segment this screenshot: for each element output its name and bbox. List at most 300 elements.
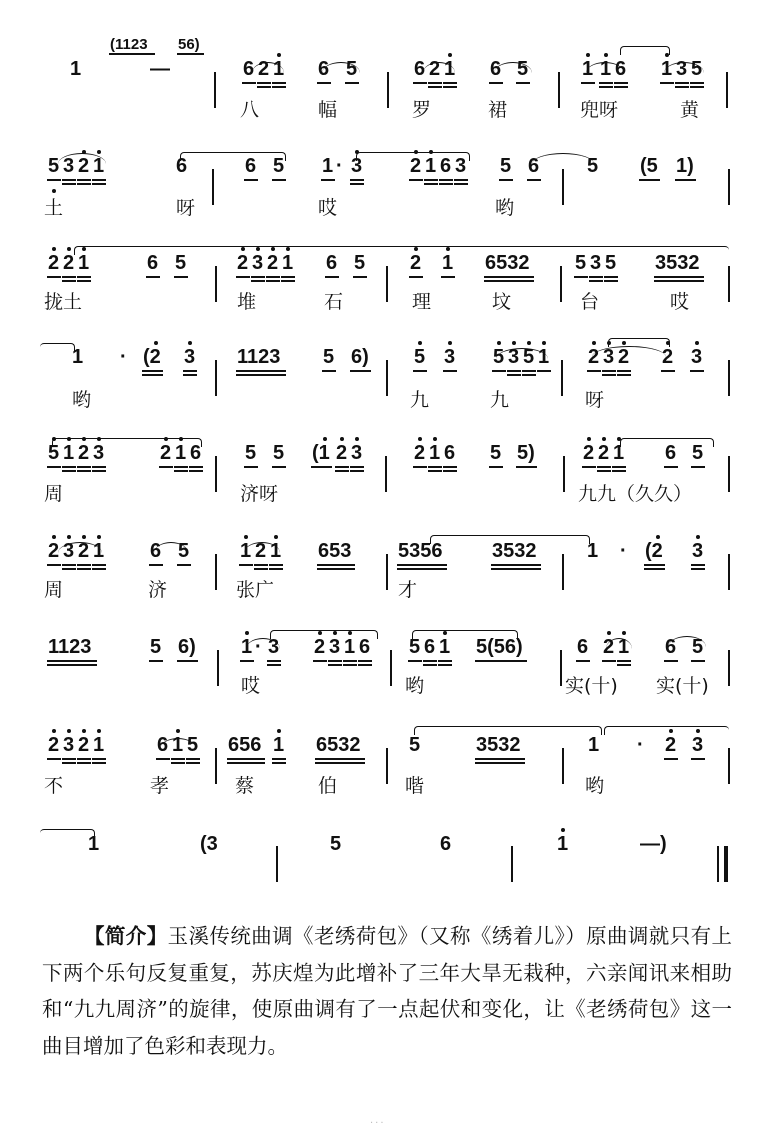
note-underline (62, 564, 76, 566)
note: 6 (440, 833, 452, 855)
note: 5 (323, 346, 335, 368)
note-underline (617, 660, 631, 662)
note-underline (424, 179, 438, 181)
note: — (150, 58, 170, 80)
note-underline (582, 466, 596, 468)
note-underline (174, 466, 188, 468)
lyric: 呀 (585, 389, 605, 411)
note-underline (328, 660, 342, 662)
note-underline (272, 82, 286, 84)
note: 5(56) (476, 636, 523, 658)
lyric: 呀 (176, 197, 196, 219)
note: 5 (605, 252, 617, 274)
note-underline (335, 470, 349, 472)
note-underline (443, 82, 457, 84)
note-underline (92, 568, 106, 570)
note-underline (358, 664, 372, 666)
note-underline (489, 466, 503, 468)
note-underline (47, 466, 61, 468)
barline (387, 72, 389, 108)
lyric: 哎 (318, 197, 338, 219)
note-underline (690, 82, 704, 84)
note-underline (325, 276, 339, 278)
note: 6 (150, 540, 162, 562)
note: 2 (410, 155, 422, 177)
note-underline (171, 762, 185, 764)
high-octave-dot (497, 341, 501, 345)
note-underline (527, 179, 541, 181)
note-underline (413, 466, 427, 468)
note-underline (587, 370, 601, 372)
barline (724, 846, 728, 882)
phrase-tie (74, 246, 729, 255)
note: 1 (88, 833, 100, 855)
barline (560, 650, 562, 686)
note: 3532 (655, 252, 700, 274)
note-underline (516, 82, 530, 84)
note: 6) (178, 636, 196, 658)
note: 5 (691, 58, 703, 80)
note-underline (92, 183, 106, 185)
note-underline (489, 82, 503, 84)
note-underline (62, 280, 76, 282)
note: (5 (640, 155, 658, 177)
note-underline (267, 664, 281, 666)
note-underline (62, 470, 76, 472)
barline (728, 748, 730, 784)
note: 1 (442, 252, 454, 274)
note: 5 (175, 252, 187, 274)
note-underline (491, 568, 541, 570)
note: 1 (78, 252, 90, 274)
phrase-tie (620, 46, 670, 55)
high-octave-dot (448, 53, 452, 57)
note: 6 (190, 442, 202, 464)
note-underline (691, 758, 705, 760)
note-underline (576, 660, 590, 662)
note: 2 (48, 252, 60, 274)
note-underline (109, 53, 155, 55)
barline (561, 360, 563, 396)
note: 2 (48, 540, 60, 562)
barline (217, 650, 219, 686)
note: 5 (409, 636, 421, 658)
note-underline (604, 280, 618, 282)
note: —) (640, 833, 667, 855)
note: 2 (255, 540, 267, 562)
note: 5) (517, 442, 535, 464)
note: 653 (318, 540, 352, 562)
note: 2 (314, 636, 326, 658)
note: · (620, 540, 627, 562)
note: 5 (493, 346, 505, 368)
high-octave-dot (592, 341, 596, 345)
lyric: 哎 (241, 675, 261, 697)
high-octave-dot (340, 437, 344, 441)
lyric: 罗 (412, 99, 432, 121)
note-underline (227, 758, 265, 760)
note: 3 (184, 346, 196, 368)
note: 1 (322, 155, 334, 177)
note-underline (617, 370, 631, 372)
lyric: 哟 (585, 775, 605, 797)
barline (385, 456, 387, 492)
high-octave-dot (622, 631, 626, 635)
high-octave-dot (52, 729, 56, 733)
note-underline (428, 86, 442, 88)
lyric: 台 (580, 291, 600, 313)
note-underline (315, 762, 365, 764)
note-underline (174, 470, 188, 472)
lyric: 济 (148, 579, 168, 601)
note: 3532 (492, 540, 537, 562)
note-underline (189, 466, 203, 468)
note-underline (251, 276, 265, 278)
note-underline (47, 276, 61, 278)
page-ornament: ··· (370, 1118, 386, 1129)
note: 1 (613, 442, 625, 464)
phrase-tie (620, 438, 714, 447)
note-underline (47, 179, 61, 181)
lyric: 蔡 (235, 775, 255, 797)
note: 1 (93, 734, 105, 756)
high-octave-dot (656, 535, 660, 539)
note: 5 (409, 734, 421, 756)
note-underline (443, 470, 457, 472)
note: 5 (354, 252, 366, 274)
barline (562, 554, 564, 590)
note: 1 (63, 442, 75, 464)
high-octave-dot (82, 729, 86, 733)
high-octave-dot (97, 535, 101, 539)
note: 1 (429, 442, 441, 464)
phrase-tie (430, 535, 590, 544)
note: 1 (282, 252, 294, 274)
note-underline (254, 564, 268, 566)
note-underline (639, 179, 660, 181)
barline (214, 72, 216, 108)
slur-arc (532, 153, 594, 164)
note: 5 (48, 155, 60, 177)
note-underline (62, 276, 76, 278)
note-underline (409, 179, 423, 181)
note-underline (186, 762, 200, 764)
note-underline (77, 758, 91, 760)
barline (560, 266, 562, 302)
phrase-tie (604, 726, 729, 735)
note-underline (581, 82, 595, 84)
lyric: 周 (44, 483, 64, 505)
barline (728, 456, 730, 492)
note: 2 (258, 58, 270, 80)
note: 6 (326, 252, 338, 274)
note: 3 (444, 346, 456, 368)
note: 6532 (485, 252, 530, 274)
note: 2 (583, 442, 595, 464)
note-underline (236, 374, 286, 376)
note-underline (602, 370, 616, 372)
note-underline (244, 179, 258, 181)
note: 1 (538, 346, 550, 368)
note: 3 (252, 252, 264, 274)
note-underline (654, 276, 704, 278)
note-underline (597, 466, 611, 468)
lyric: 黄 (680, 99, 700, 121)
high-octave-dot (607, 631, 611, 635)
note-underline (183, 374, 197, 376)
note-underline (272, 758, 286, 760)
lyric: 幅 (318, 99, 338, 121)
note: 5356 (398, 540, 443, 562)
note: 3 (676, 58, 688, 80)
barline (728, 169, 730, 205)
note-underline (281, 280, 295, 282)
barline (717, 846, 719, 882)
note: 5 (692, 636, 704, 658)
note-underline (92, 470, 106, 472)
note-underline (499, 179, 513, 181)
note-underline (149, 660, 163, 662)
note-underline (424, 183, 438, 185)
note: 2 (267, 252, 279, 274)
high-octave-dot (67, 535, 71, 539)
note: · (255, 636, 262, 658)
note-underline (159, 466, 173, 468)
note-underline (186, 758, 200, 760)
note-underline (311, 466, 332, 468)
high-octave-dot (448, 341, 452, 345)
note-underline (77, 564, 91, 566)
note-underline (92, 758, 106, 760)
note: 1 (444, 58, 456, 80)
note-underline (350, 370, 371, 372)
note: 2 (588, 346, 600, 368)
lyric: 土 (44, 197, 64, 219)
note-underline (47, 564, 61, 566)
note-underline (317, 568, 355, 570)
introduction-text: 玉溪传统曲调《老绣荷包》（又称《绣着儿》）原曲调就只有上下两个乐句反复重复，苏庆煌为此增补了三年大旱无栽种，六亲闻讯来相助和“九九周济”的旋律，使原曲调有了一点起伏和变化，让《老绣荷包》这一曲目增加了色彩和表现力。 (42, 924, 733, 1058)
note-underline (691, 660, 705, 662)
note-underline (602, 374, 616, 376)
note-underline (62, 179, 76, 181)
note-underline (177, 53, 204, 55)
note: 6 (444, 442, 456, 464)
barline (726, 72, 728, 108)
note: · (336, 155, 343, 177)
barline (215, 554, 217, 590)
lyric: 才 (398, 579, 418, 601)
note-underline (272, 762, 286, 764)
note: 5 (414, 346, 426, 368)
note-underline (617, 374, 631, 376)
note-underline (62, 758, 76, 760)
lyric: 孝 (150, 775, 170, 797)
note: 2 (78, 155, 90, 177)
note-underline (439, 179, 453, 181)
note: 3 (692, 734, 704, 756)
note-underline (269, 564, 283, 566)
barline (212, 169, 214, 205)
note-underline (423, 664, 437, 666)
lyric: 济呀 (240, 483, 279, 505)
high-octave-dot (52, 535, 56, 539)
phrase-tie (412, 630, 518, 639)
note-underline (77, 276, 91, 278)
high-octave-dot (602, 437, 606, 441)
note: 6532 (316, 734, 361, 756)
barline (386, 554, 388, 590)
high-octave-dot (245, 631, 249, 635)
note: (2 (645, 540, 663, 562)
note-underline (475, 762, 525, 764)
note: 5 (575, 252, 587, 274)
note-underline (313, 660, 327, 662)
note-underline (423, 660, 437, 662)
note-underline (335, 466, 349, 468)
lyric: 兜呀 (580, 99, 619, 121)
note-underline (491, 564, 541, 566)
high-octave-dot (274, 535, 278, 539)
note-underline (92, 762, 106, 764)
note-underline (62, 568, 76, 570)
note-underline (177, 564, 191, 566)
high-octave-dot (586, 53, 590, 57)
note-underline (236, 370, 286, 372)
note-underline (77, 762, 91, 764)
note: 5 (517, 58, 529, 80)
note-underline (142, 370, 163, 372)
note-underline (189, 470, 203, 472)
note: 6 (615, 58, 627, 80)
lyric: 哟 (495, 197, 515, 219)
note-underline (439, 183, 453, 185)
phrase-tie (180, 152, 286, 161)
lyric: 张广 (236, 579, 275, 601)
barline (215, 266, 217, 302)
note-underline (675, 82, 689, 84)
note: 5 (273, 155, 285, 177)
note-underline (690, 370, 704, 372)
barline (562, 169, 564, 205)
note-underline (315, 758, 365, 760)
high-octave-dot (418, 341, 422, 345)
high-octave-dot (355, 437, 359, 441)
note-underline (272, 86, 286, 88)
note: 1 (72, 346, 84, 368)
note-underline (317, 564, 355, 566)
barline (728, 360, 730, 396)
barline (386, 360, 388, 396)
note: 2 (410, 252, 422, 274)
note-underline (92, 179, 106, 181)
note-underline (343, 664, 357, 666)
note-underline (475, 660, 527, 662)
lyric: 堆 (237, 291, 257, 313)
note-underline (281, 276, 295, 278)
note: · (120, 346, 127, 368)
note: 6 (665, 636, 677, 658)
note-underline (317, 82, 331, 84)
note: 2 (78, 734, 90, 756)
lyric: 实(十) (656, 675, 709, 697)
note-underline (345, 82, 359, 84)
note-underline (644, 568, 665, 570)
note-underline (614, 82, 628, 84)
note: 2 (78, 540, 90, 562)
note-underline (438, 660, 452, 662)
note: 6 (147, 252, 159, 274)
note-underline (454, 179, 468, 181)
note: 5 (178, 540, 190, 562)
note-underline (251, 280, 265, 282)
note: 2 (618, 346, 630, 368)
note-underline (77, 280, 91, 282)
note: 6 (577, 636, 589, 658)
barline (215, 456, 217, 492)
note-underline (522, 374, 536, 376)
lyric: 伯 (318, 775, 338, 797)
lyric: 哎 (670, 291, 690, 313)
note: 6 (243, 58, 255, 80)
note-underline (62, 183, 76, 185)
barline (511, 846, 513, 882)
note: 6 (528, 155, 540, 177)
note: 3 (351, 155, 363, 177)
lyric: 石 (324, 291, 344, 313)
high-octave-dot (695, 341, 699, 345)
high-octave-dot (67, 729, 71, 733)
note: 2 (48, 734, 60, 756)
note: 6 (490, 58, 502, 80)
barline (558, 72, 560, 108)
high-octave-dot (52, 247, 56, 251)
lyric: 九九（久久） (578, 483, 693, 505)
barline (215, 748, 217, 784)
note-underline (156, 758, 170, 760)
note-underline (516, 466, 537, 468)
note: 5 (500, 155, 512, 177)
note: 5 (330, 833, 342, 855)
note-underline (77, 568, 91, 570)
note: 1 (241, 636, 253, 658)
note: 1 (70, 58, 82, 80)
note-underline (321, 179, 335, 181)
note: (2 (143, 346, 161, 368)
lyric: 周 (44, 579, 64, 601)
note-underline (174, 276, 188, 278)
note: 2 (429, 58, 441, 80)
note-underline (438, 664, 452, 666)
phrase-tie (40, 343, 75, 352)
note-underline (322, 370, 336, 372)
note: 2 (78, 442, 90, 464)
phrase-tie (414, 726, 602, 735)
note-underline (443, 86, 457, 88)
note: 5 (523, 346, 535, 368)
note: 1 (93, 155, 105, 177)
note-underline (597, 470, 611, 472)
high-octave-dot (188, 341, 192, 345)
barline (728, 266, 730, 302)
note: 1 (587, 540, 599, 562)
note: 3 (691, 346, 703, 368)
lyric: 拢土 (44, 291, 83, 313)
introduction-label: 【简介】 (84, 924, 168, 948)
note-underline (240, 660, 254, 662)
high-octave-dot (512, 341, 516, 345)
note-underline (660, 82, 674, 84)
note-underline (475, 758, 525, 760)
